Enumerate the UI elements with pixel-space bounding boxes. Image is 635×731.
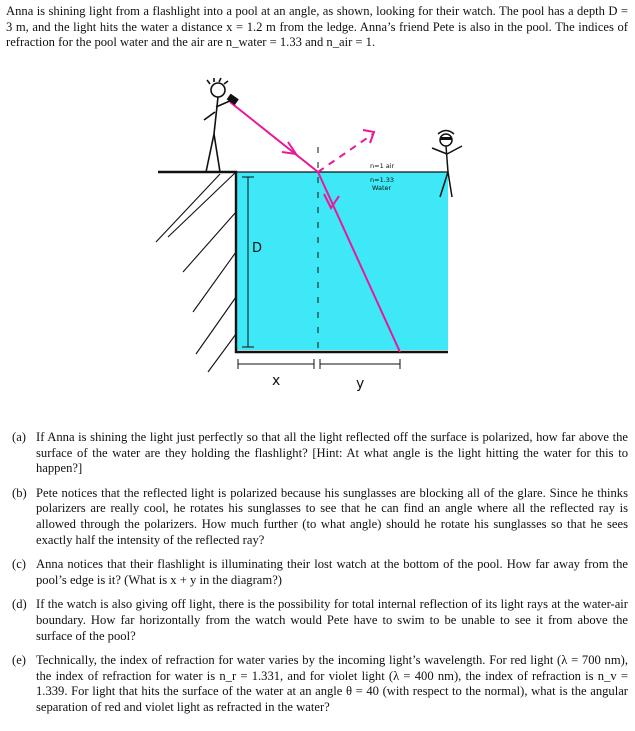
incident-ray: [230, 102, 318, 172]
water-label: Water: [372, 184, 392, 192]
question-label: (a): [12, 430, 26, 444]
problem-intro: Anna is shining light from a flashlight into a pool at an angle, as shown, looking for their watch. The pool has a depth D = 3 m, and the light hits the water a distance x = 1.2 m from the ledge. Anna’s friend Pete is also in the pool. The indices of refraction for the pool water and the air are n_water = 1.33 and n_air = 1.: [6, 4, 628, 50]
question-text: Technically, the index of refraction for water varies by the incoming light’s wavelength. For red light (λ = 700 nm), the index of refraction for water is n_r = 1.331, and for violet light (λ = 400 nm), the index of refraction is n_v = 1.339. For light that hits the surface of the water at an angle θ = 40 (with respect to the normal), what is the angular separation of red and violet light as refracted in the water?: [36, 653, 628, 714]
question-label: (e): [12, 653, 26, 668]
depth-label: D: [252, 241, 263, 256]
sunglasses: [440, 137, 452, 140]
ledge-hatching: [156, 172, 236, 372]
question-b: [10, 486, 628, 548]
question-label: (b): [12, 485, 27, 500]
question-label: (d): [12, 597, 27, 612]
pool-water: [236, 172, 448, 350]
question-c: [10, 557, 628, 588]
question-list: [10, 430, 628, 725]
water-index-label: n=1.33: [370, 176, 395, 184]
pool-diagram: [148, 72, 478, 402]
flashlight: [227, 94, 239, 105]
question-a: [10, 430, 628, 477]
question-text: Pete notices that the reflected light is polarized because his sunglasses are blocking all of the glare. Since he thinks polarizers are really cool, he rotates his sunglasses to see that he can find an angle where all the reflected ray is allowed through the polarizers. How much further (to what angle) should he rotate his sunglasses so that he sees exactly half the intensity of the reflected ray?: [36, 485, 628, 547]
x-label: x: [272, 373, 281, 389]
anna-figure: [204, 78, 232, 172]
question-text: Anna notices that their flashlight is illuminating their lost watch at the bottom of the pool. How far away from the pool’s edge is it? (What is x + y in the diagram?): [36, 557, 628, 587]
y-label: y: [356, 376, 365, 392]
question-d: [10, 597, 628, 644]
question-text: If Anna is shining the light just perfectly so that all the light reflected off the surface is polarized, how far above the surface of the water are they holding the flashlight? [Hint: At what angle is the light hitting the water for this to happen?]: [36, 430, 628, 476]
question-label: (c): [12, 557, 26, 572]
reflected-ray: [318, 134, 373, 172]
question-e: [10, 653, 628, 715]
distance-markers: [238, 359, 400, 369]
reflected-arrowhead: [363, 130, 374, 143]
air-index-label: n=1 air: [370, 162, 395, 170]
question-text: If the watch is also giving off light, there is the possibility for total internal reflection of its light rays at the water-air boundary. How far horizontally from the watch would Pete have to swim to be unable to see it from above the surface of the pool?: [36, 597, 628, 643]
